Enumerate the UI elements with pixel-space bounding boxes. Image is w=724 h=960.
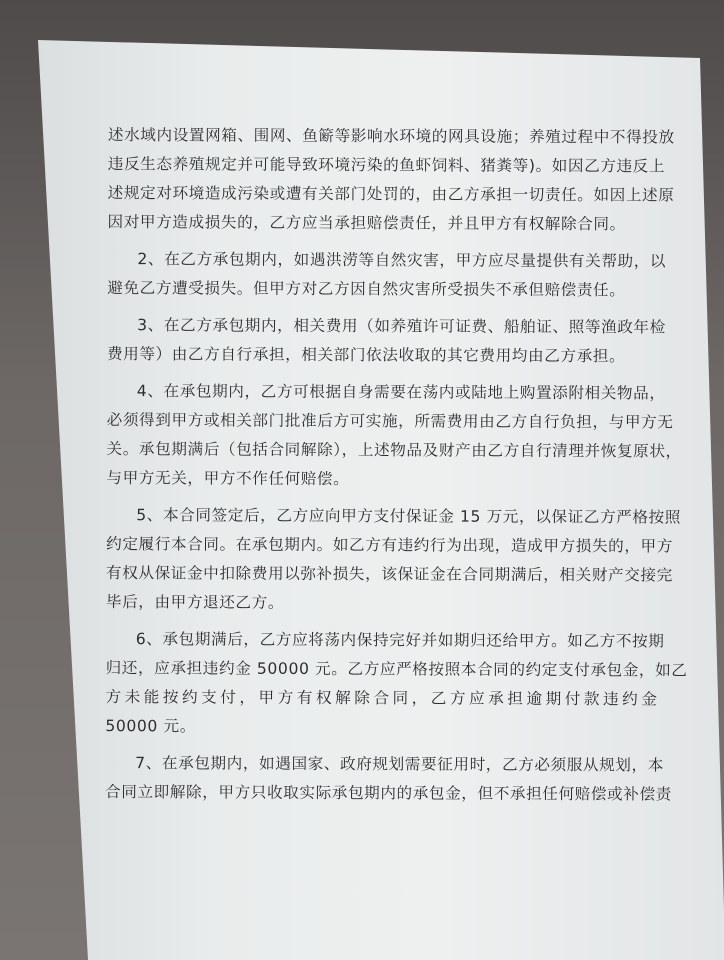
text-line: 7、在承包期内，如遇国家、政府规划需要征用时，乙方必须服从规划，本 [135,754,664,775]
text-line: 合同立即解除，甲方只收取实际承包期内的承包金，但不承担任何赔偿或补偿责 [105,783,672,804]
text-line: 5、本合同签定后，乙方应向甲方支付保证金 15 万元，以保证乙方严格按照 [136,506,682,527]
clause-6 [97,625,688,743]
clause-2 [99,245,667,305]
text-line: 3、在乙方承包期内，相关费用（如养殖许可证费、船舶证、照等渔政年检 [137,316,666,337]
clause-5 [98,501,682,619]
text-line: 毕后，由甲方退还乙方。 [105,593,285,612]
text-line: 2、在乙方承包期内，如遇洪涝等自然灾害，甲方应尽量提供有关帮助，以 [137,250,667,271]
text-line: 述水域内设置网箱、围网、鱼簖等影响水环境的网具设施；养殖过程中不得投放 [107,126,675,147]
text-line: 方未能按约支付，甲方有权解除合同，乙方应承担逾期付款违约金 [105,688,658,709]
paragraph-continued [99,121,675,239]
clause-7 [97,749,672,809]
text-line: 避免乙方遭受损失。但甲方对乙方因自然灾害所受损失不承但赔偿责任。 [107,279,626,300]
text-line: 必须得到甲方或相关部门批准后方可实施，所需费用由乙方自行负担，与甲方无 [106,411,674,432]
clause-3 [99,311,666,371]
text-line: 有权从保证金中扣除费用以弥补损失，该保证金在合同期满后，相关财产交接完 [105,564,673,585]
text-line: 述规定对环境造成污染或遭有关部门处罚的，由乙方承担一切责任。如因上述原 [107,184,675,205]
text-line: 50000 元。 [105,717,196,736]
text-line: 费用等）由乙方自行承担，相关部门依法收取的其它费用均由乙方承担。 [106,345,626,366]
text-line: 关。承包期满后（包括合同解除），上述物品及财产由乙方自行清理并恢复原状， [106,440,682,461]
text-line: 因对甲方造成损失的，乙方应当承担赔偿责任，并且甲方有权解除合同。 [107,213,626,234]
contract-text [97,121,688,815]
text-line: 与甲方无关，甲方不作任何赔偿。 [106,469,350,489]
clause-4 [98,377,682,495]
text-line: 归还，应承担违约金 50000 元。乙方应严格按照本合同的约定支付承包金，如乙 [105,659,688,680]
text-line: 6、承包期满后，乙方应将荡内保持完好并如期归还给甲方。如乙方不按期 [135,630,665,651]
text-line: 约定履行本合同。在承包期内。如乙方有违约行为出现，造成甲方损失的，甲方 [106,535,673,556]
text-line: 4、在承包期内，乙方可根据自身需要在荡内或陆地上购置添附相关物品， [136,382,666,403]
text-line: 违反生态养殖规定并可能导致环境污染的鱼虾饲料、猪粪等)。如因乙方违反上 [107,155,666,176]
